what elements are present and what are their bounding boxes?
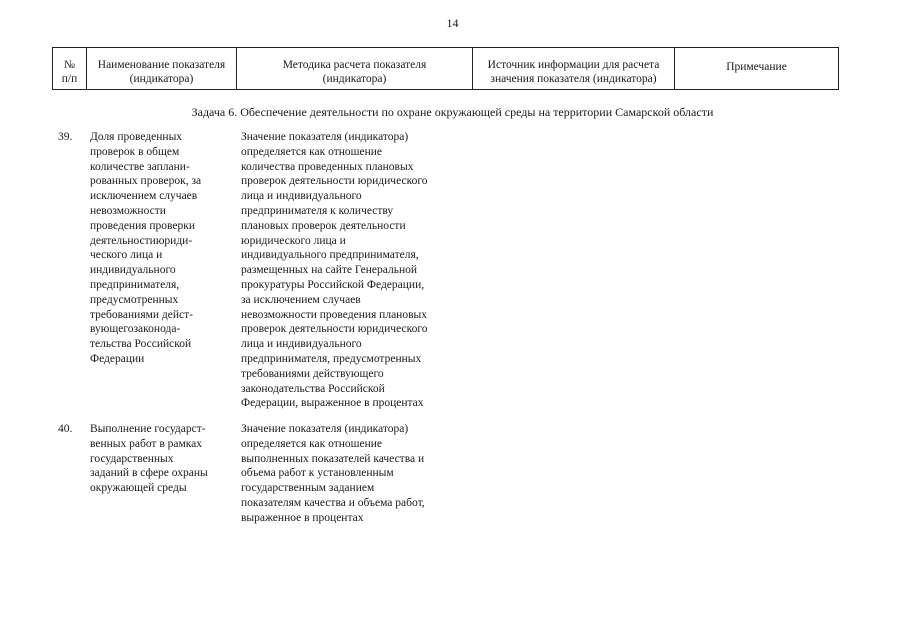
- row-number: 40.: [58, 423, 73, 435]
- row-number: 39.: [58, 131, 73, 143]
- header-row: [53, 48, 839, 90]
- indicator-name: Доля проведенных проверок в общем количестве заплани- рованных проверок, за исключением случаев невозможности проведения проверки деятельностиюриди- ческого лица и индивидуального предпринимателя, предусмотренных требованиями дейст- вующегозаконода- тельства Российской Федерации: [90, 131, 202, 365]
- page-number: 14: [446, 16, 459, 30]
- header-col-name: Наименование показателя (индикатора): [87, 48, 237, 90]
- header-table: [52, 47, 839, 90]
- calculation-method: Значение показателя (индикатора) определяется как отношение выполненных показателей качества и объема работ к установленным государственным заданием показателям качества и объема работ, выраженное в процентах: [241, 423, 425, 524]
- task-title: Задача 6. Обеспечение деятельности по охране окружающей среды на территории Самарской области: [191, 105, 714, 119]
- header-col-num: № п/п: [53, 48, 87, 90]
- calculation-method: Значение показателя (индикатора) определяется как отношение количества проведенных плановых проверок деятельности юридического лица и индивидуального предпринимателя к количеству плановых проверок деятельности юридического лица и индивидуального предпринимателя, размещенных на сайте Генеральной прокуратуры Российской Федерации, за исключением случаев невозможности проведения плановых проверок деятельности юридического лица и индивидуального предпринимателя, предусмотренных требованиями действующего законодательства Российской Федерации, выраженное в процентах: [241, 131, 428, 410]
- header-col-note: Примечание: [675, 48, 839, 90]
- indicator-name: Выполнение государст- венных работ в рамках государственных заданий в сфере охраны окружающей среды: [90, 423, 208, 495]
- header-col-source: Источник информации для расчета значения показателя (индикатора): [473, 48, 675, 90]
- header-col-method: Методика расчета показателя (индикатора): [237, 48, 473, 90]
